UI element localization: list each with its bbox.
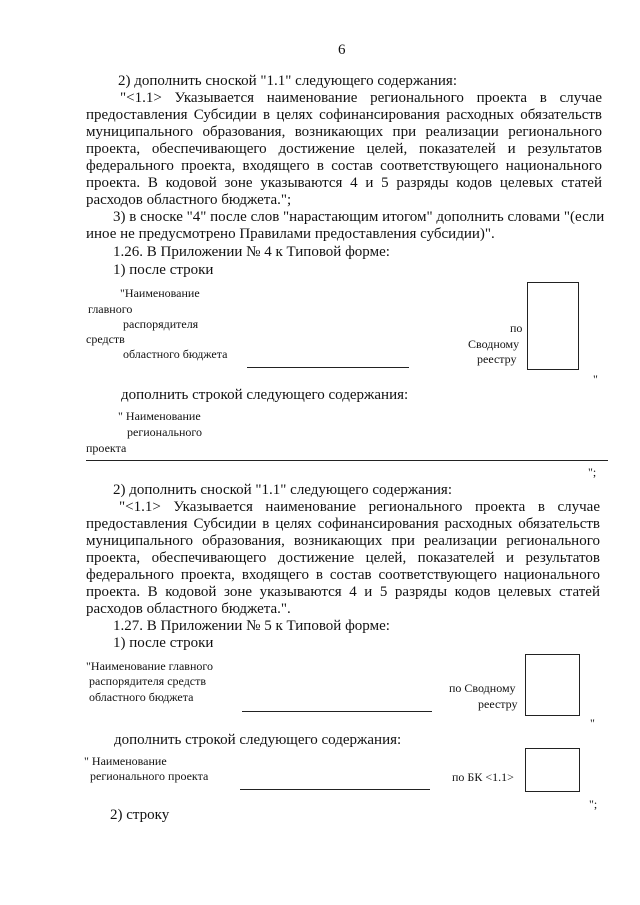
item-text: дополнить строкой следующего содержания: xyxy=(121,387,409,403)
closing-quote: " xyxy=(593,372,598,386)
footnote-line: федерального проекта, входящего в состав соответствующего национального xyxy=(86,567,600,583)
form-label: по БК <1.1> xyxy=(452,770,514,784)
footnote-line: проекта, обеспечивающего достижение целей, показателей и результатов xyxy=(86,550,600,566)
footnote-instruction: 2) дополнить сноской "1.1" следующего содержания: xyxy=(113,482,452,498)
form-label: областного бюджета xyxy=(123,347,228,361)
form-label: по xyxy=(510,321,523,335)
code-box xyxy=(527,282,579,370)
form-label: "Наименование xyxy=(120,286,200,300)
item-text: дополнить строкой следующего содержания: xyxy=(114,732,402,748)
form-label: по Сводному xyxy=(449,681,516,695)
footnote-line: расходов областного бюджета."; xyxy=(86,192,292,208)
form-label: регионального проекта xyxy=(90,769,209,783)
form-label: регионального xyxy=(127,425,203,439)
footnote-line: федерального проекта, входящего в состав соответствующего национального xyxy=(86,158,602,174)
footnote-line: проекта, обеспечивающего достижение целей, показателей и результатов xyxy=(86,141,602,157)
section-heading: 1.27. В Приложении № 5 к Типовой форме: xyxy=(113,618,390,634)
form-label: реестру xyxy=(477,352,517,366)
form-label: " Наименование xyxy=(118,409,201,423)
form-label: распорядителя xyxy=(123,317,199,331)
form-label: проекта xyxy=(86,441,127,455)
code-box xyxy=(525,654,580,716)
footnote-line: проекта. В кодовой зоне указываются 4 и 5 разряды кодов целевых статей xyxy=(86,175,602,191)
footnote-line: муниципального образования, возникающих при реализации регионального xyxy=(86,124,602,140)
form-label: распорядителя средств xyxy=(89,674,207,688)
code-box xyxy=(525,748,580,792)
form-fill-line xyxy=(247,367,409,368)
closing-semicolon: "; xyxy=(588,465,597,479)
page-number: 6 xyxy=(338,42,346,58)
item3-text: 3) в сноске "4" после слов "нарастающим итогом" дополнить словами "(если xyxy=(113,209,605,225)
footnote-line: предоставления Субсидии в целях софинансирования расходных обязательств xyxy=(86,107,602,123)
form-label: " Наименование xyxy=(84,754,167,768)
form-label: реестру xyxy=(478,697,518,711)
form-fill-line xyxy=(86,460,608,461)
footnote-instruction: 2) дополнить сноской "1.1" следующего содержания: xyxy=(118,73,457,89)
form-label: областного бюджета xyxy=(89,690,194,704)
item-text: 1) после строки xyxy=(113,262,214,278)
footnote-line: проекта. В кодовой зоне указываются 4 и 5 разряды кодов целевых статей xyxy=(86,584,600,600)
item-text: 2) строку xyxy=(110,807,170,823)
footnote-line: "<1.1> Указывается наименование регионального проекта в случае xyxy=(119,499,600,515)
closing-semicolon: "; xyxy=(589,797,598,811)
footnote-line: "<1.1> Указывается наименование регионального проекта в случае xyxy=(120,90,602,106)
footnote-line: расходов областного бюджета.". xyxy=(86,601,291,617)
form-label: средств xyxy=(86,332,125,346)
item3-text: иное не предусмотрено Правилами предоставления субсидии)". xyxy=(86,226,495,242)
form-label: "Наименование главного xyxy=(86,659,213,673)
footnote-line: предоставления Субсидии в целях софинансирования расходных обязательств xyxy=(86,516,600,532)
item-text: 1) после строки xyxy=(113,635,214,651)
section-heading: 1.26. В Приложении № 4 к Типовой форме: xyxy=(113,244,390,260)
form-label: Сводному xyxy=(468,337,520,351)
form-fill-line xyxy=(242,711,432,712)
footnote-line: муниципального образования, возникающих при реализации регионального xyxy=(86,533,600,549)
closing-quote: " xyxy=(590,716,595,730)
form-fill-line xyxy=(240,789,430,790)
form-label: главного xyxy=(88,302,133,316)
